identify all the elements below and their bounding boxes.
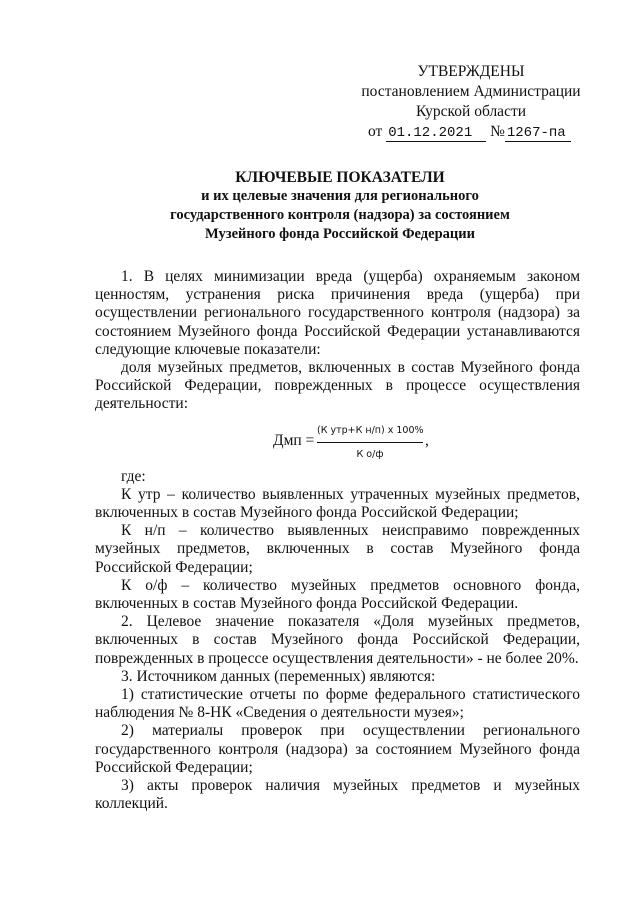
- document-title: [100, 168, 580, 244]
- title-line-4: Музейного фонда Российской Федерации: [205, 226, 475, 242]
- source-3: 3) акты проверок наличия музейных предметов и музейных коллекций.: [95, 777, 580, 813]
- number-label: №: [490, 123, 505, 140]
- approval-line-1: постановлением Администрации: [361, 83, 581, 100]
- formula-comma: ,: [425, 431, 429, 449]
- title-line-2: и их целевые значения для регионального: [201, 188, 479, 204]
- formula: [95, 422, 580, 464]
- where-label: где:: [121, 467, 146, 485]
- definition-k-of: К о/ф – количество музейных предметов основного фонда, включенных в состав Музейного фонда Российской Федерации.: [95, 576, 580, 613]
- formula-lhs: Дмп =: [273, 431, 315, 449]
- title-main: КЛЮЧЕВЫЕ ПОКАЗАТЕЛИ: [235, 169, 445, 186]
- approval-line-2: Курской области: [415, 103, 527, 120]
- source-2: 2) материалы проверок при осуществлении регионального государственного контроля (надзора) за состоянием Музейного фонда Российской Федерации;: [95, 722, 580, 776]
- approval-number: 1267-па: [505, 125, 571, 142]
- approval-block: [360, 62, 582, 142]
- paragraph-2: доля музейных предметов, включенных в состав Музейного фонда Российской Федерации, поврежденных в процессе осуществления деятельности:: [95, 359, 580, 413]
- formula-denominator: К о/ф: [356, 448, 384, 460]
- approval-date-line: [360, 122, 582, 142]
- definition-k-utr: К утр – количество выявленных утраченных музейных предметов, включенных в состав Музейного фонда Российской Федерации;: [95, 485, 580, 522]
- paragraph-2-target: 2. Целевое значение показателя «Доля музейных предметов, включенных в состав Музейного фонда Российской Федерации, поврежденных в процессе осуществления деятельности» - не более 20%.: [95, 613, 580, 667]
- formula-fraction: [317, 422, 423, 464]
- approval-heading: УТВЕРЖДЕНЫ: [417, 63, 525, 80]
- from-label: от: [368, 123, 383, 140]
- title-line-3: государственного контроля (надзора) за состоянием: [170, 207, 510, 223]
- approval-date: 01.12.2021: [386, 125, 486, 142]
- paragraph-3-sources: 3. Источником данных (переменных) являются:: [121, 667, 436, 685]
- formula-numerator: (К утр+К н/п) х 100%: [317, 422, 423, 443]
- source-1: 1) статистические отчеты по форме федерального статистического наблюдения № 8-НК «Сведения о деятельности музея»;: [95, 686, 580, 722]
- paragraph-1: 1. В целях минимизации вреда (ущерба) охраняемым законом ценностям, устранения риска причинения вреда (ущерба) при осуществлении регионального государственного контроля (надзора) за состоянием Музейного фонда Российской Федерации устанавливаются следующие ключевые показатели:: [95, 268, 580, 358]
- definition-k-np: К н/п – количество выявленных неисправимо поврежденных музейных предметов, включенных в состав Музейного фонда Российской Федерации;: [95, 522, 580, 576]
- document-body: [95, 268, 580, 813]
